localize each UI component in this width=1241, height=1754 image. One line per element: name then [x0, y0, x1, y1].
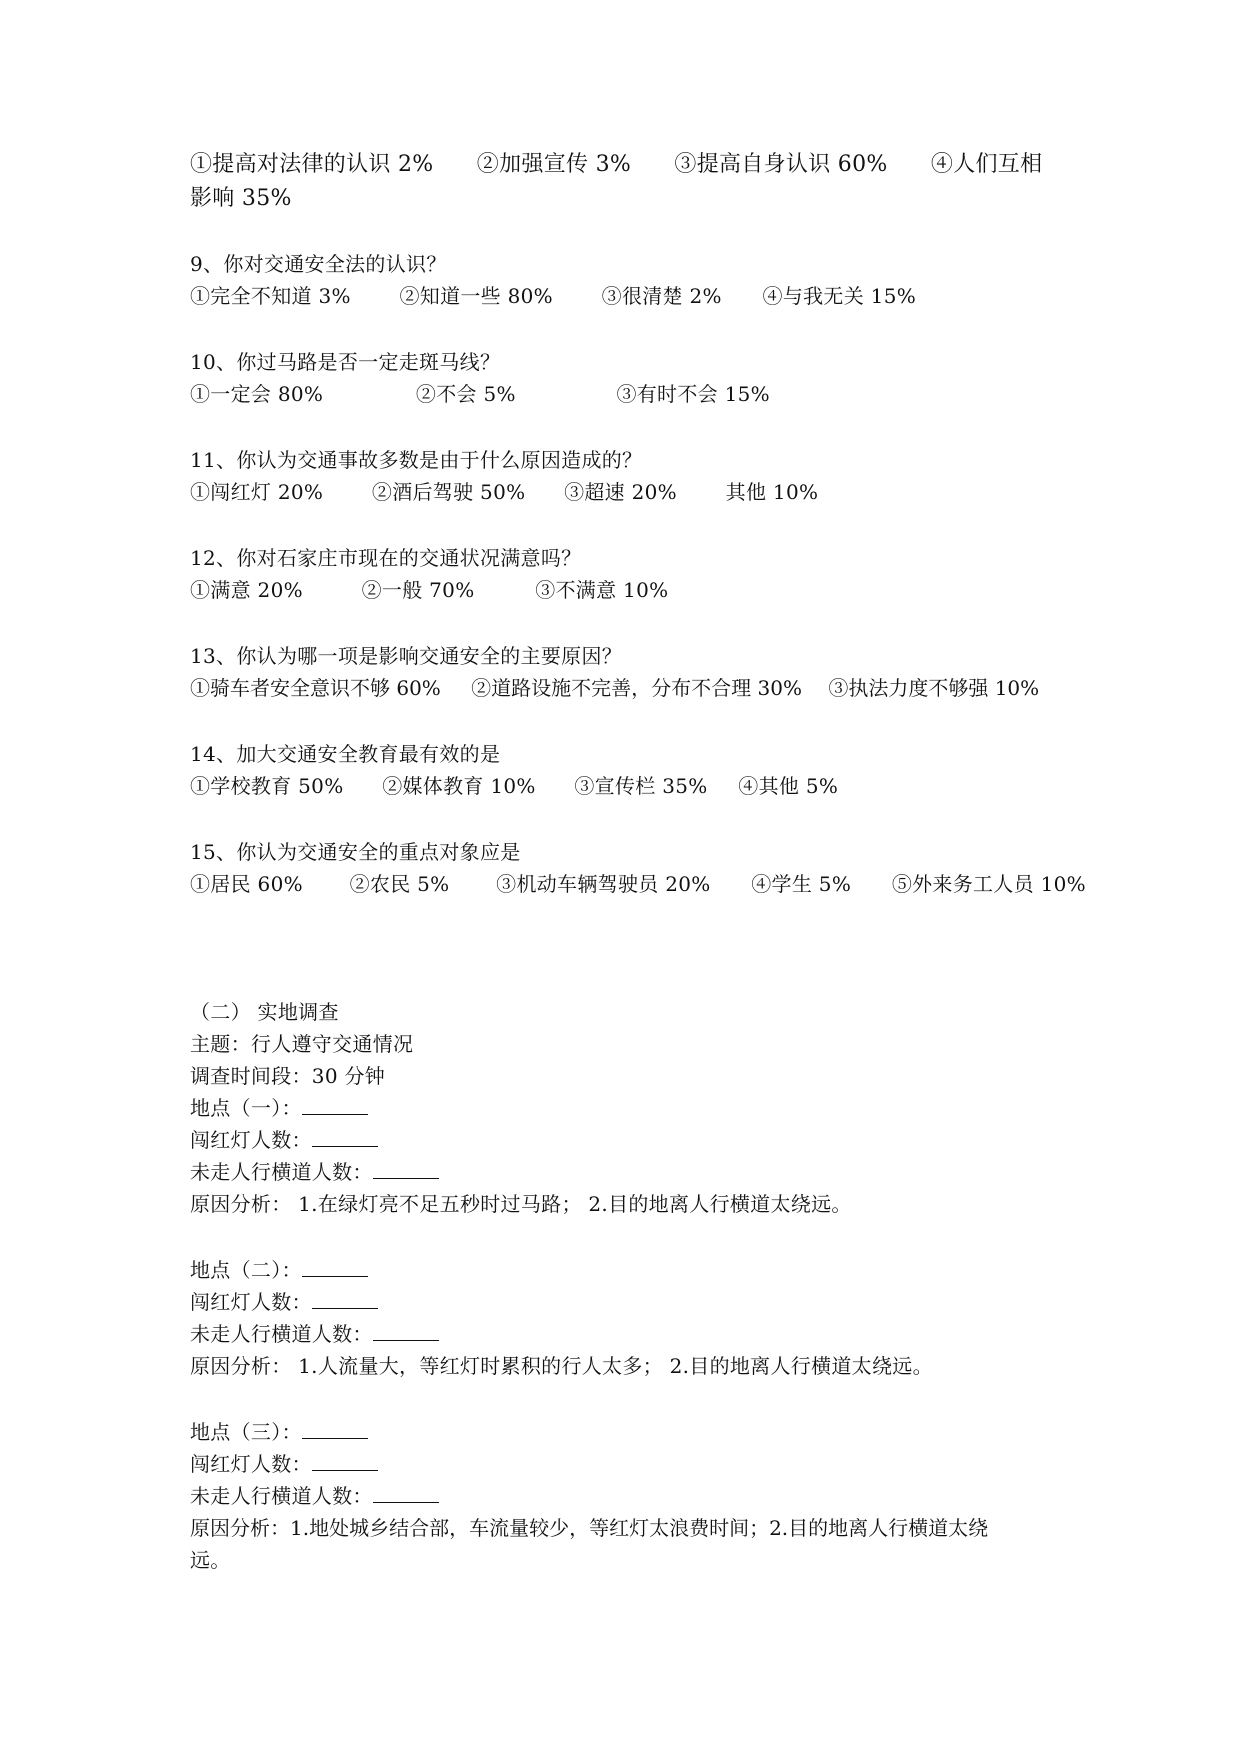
question-title: 9、你对交通安全法的认识？: [190, 252, 447, 276]
question-title: 11、你认为交通事故多数是由于什么原因造成的？: [190, 448, 643, 472]
q8-continuation: 影响 35%: [190, 186, 292, 211]
option: ④学生 5%: [751, 872, 852, 896]
option: ②一般 70%: [361, 578, 475, 602]
option: ②农民 5%: [349, 872, 450, 896]
site-red-light: [190, 1128, 378, 1152]
site-location: [190, 1258, 368, 1282]
no-crosswalk-label: 未走人行横道人数：: [190, 1484, 373, 1508]
option: ③很清楚 2%: [601, 284, 722, 308]
option: ③有时不会 15%: [616, 382, 770, 406]
site-analysis: 原因分析： 1.在绿灯亮不足五秒时过马路； 2.目的地离人行横道太绕远。: [190, 1192, 852, 1216]
site-no-crosswalk: [190, 1484, 439, 1508]
blank-line: [302, 1258, 368, 1277]
red-light-label: 闯红灯人数：: [190, 1452, 312, 1476]
q8-option-4: ④人们互相: [930, 152, 1043, 177]
section-heading: （二） 实地调查: [190, 1000, 339, 1024]
question-title: 15、你认为交通安全的重点对象应是: [190, 840, 521, 864]
question-options: [190, 382, 770, 406]
site-red-light: [190, 1452, 378, 1476]
blank-line: [373, 1322, 439, 1341]
site-location-label: 地点（三）：: [190, 1420, 302, 1444]
site-location: [190, 1096, 368, 1120]
option: ①居民 60%: [190, 872, 303, 896]
option: ②不会 5%: [415, 382, 516, 406]
blank-line: [312, 1128, 378, 1147]
option: 其他 10%: [725, 480, 819, 504]
option: ①一定会 80%: [190, 382, 324, 406]
question-options: [190, 774, 838, 798]
site-analysis-continuation: 远。: [190, 1548, 231, 1572]
option: ③不满意 10%: [535, 578, 669, 602]
no-crosswalk-label: 未走人行横道人数：: [190, 1160, 373, 1184]
question-title: 13、你认为哪一项是影响交通安全的主要原因？: [190, 644, 623, 668]
question-options: [190, 676, 1039, 700]
option: ②道路设施不完善，分布不合理 30%: [471, 676, 802, 700]
site-no-crosswalk: [190, 1322, 439, 1346]
q8-options: [190, 152, 1042, 178]
option: ②知道一些 80%: [399, 284, 553, 308]
site-location-label: 地点（一）：: [190, 1096, 302, 1120]
option: ①闯红灯 20%: [190, 480, 324, 504]
option: ①满意 20%: [190, 578, 303, 602]
site-red-light: [190, 1290, 378, 1314]
blank-line: [312, 1452, 378, 1471]
site-location: [190, 1420, 368, 1444]
survey-theme: 主题：行人遵守交通情况: [190, 1032, 414, 1056]
q8-option-3: ③提高自身认识 60%: [674, 152, 888, 177]
no-crosswalk-label: 未走人行横道人数：: [190, 1322, 373, 1346]
option: ③宣传栏 35%: [574, 774, 708, 798]
red-light-label: 闯红灯人数：: [190, 1128, 312, 1152]
blank-line: [373, 1160, 439, 1179]
option: ①学校教育 50%: [190, 774, 344, 798]
question-options: [190, 872, 1086, 896]
site-analysis: 原因分析：1.地处城乡结合部，车流量较少，等红灯太浪费时间；2.目的地离人行横道太绕: [190, 1516, 989, 1540]
question-title: 10、你过马路是否一定走斑马线？: [190, 350, 501, 374]
question-title: 12、你对石家庄市现在的交通状况满意吗？: [190, 546, 582, 570]
blank-line: [302, 1096, 368, 1115]
option: ①骑车者安全意识不够 60%: [190, 676, 441, 700]
survey-duration: 调查时间段：30 分钟: [190, 1064, 386, 1088]
site-location-label: 地点（二）：: [190, 1258, 302, 1282]
q8-option-1: ①提高对法律的认识 2%: [190, 152, 434, 177]
blank-line: [373, 1484, 439, 1503]
option: ③超速 20%: [564, 480, 677, 504]
option: ④其他 5%: [738, 774, 839, 798]
option: ②酒后驾驶 50%: [371, 480, 526, 504]
option: ③执法力度不够强 10%: [828, 676, 1040, 700]
site-no-crosswalk: [190, 1160, 439, 1184]
site-analysis: 原因分析： 1.人流量大，等红灯时累积的行人太多； 2.目的地离人行横道太绕远。: [190, 1354, 933, 1378]
blank-line: [302, 1420, 368, 1439]
option: ②媒体教育 10%: [382, 774, 536, 798]
option: ④与我无关 15%: [762, 284, 917, 308]
option: ③机动车辆驾驶员 20%: [496, 872, 711, 896]
question-options: [190, 480, 818, 504]
option: ①完全不知道 3%: [190, 284, 351, 308]
option: ⑤外来务工人员 10%: [891, 872, 1086, 896]
red-light-label: 闯红灯人数：: [190, 1290, 312, 1314]
q8-option-2: ②加强宣传 3%: [476, 152, 632, 177]
question-title: 14、加大交通安全教育最有效的是: [190, 742, 501, 766]
question-options: [190, 284, 916, 308]
question-options: [190, 578, 668, 602]
blank-line: [312, 1290, 378, 1309]
